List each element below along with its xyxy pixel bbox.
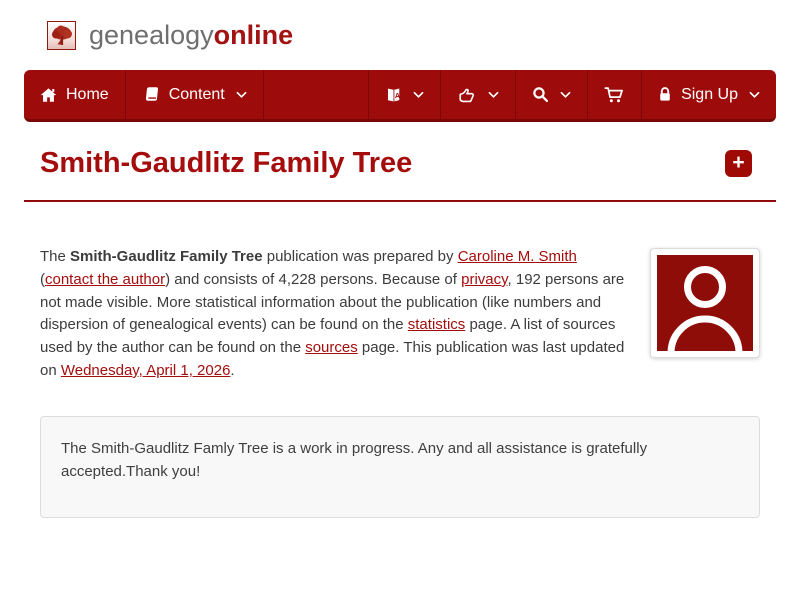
lock-icon <box>658 86 672 103</box>
text-segment: publication was prepared by <box>262 248 458 265</box>
site-logo[interactable] <box>47 21 76 50</box>
thumbs-up-icon <box>457 86 477 104</box>
chevron-down-icon <box>749 91 760 99</box>
book-icon <box>142 86 160 103</box>
brand-wordmark[interactable] <box>89 20 293 51</box>
add-button[interactable]: + <box>725 150 752 177</box>
nav-item-recommend[interactable] <box>440 70 515 119</box>
notice-text: The Smith-Gaudlitz Famly Tree is a work in progress. Any and all assistance is gratefully accepted.Thank you! <box>61 439 648 481</box>
nav-item-label: Sign Up <box>681 85 738 103</box>
author-link[interactable]: Caroline M. Smith <box>457 248 577 265</box>
main-content <box>24 122 776 518</box>
last-updated-link[interactable]: Wednesday, April 1, 2026 <box>60 361 231 379</box>
title-row <box>24 122 776 180</box>
work-in-progress-notice <box>40 416 760 519</box>
text-segment: The <box>40 248 71 265</box>
nav-item-home[interactable] <box>24 70 126 119</box>
contact-author-link[interactable]: contact the author <box>45 270 166 288</box>
author-avatar-card[interactable] <box>650 248 760 358</box>
nav-left-group <box>24 70 264 119</box>
nav-item-label: Home <box>66 85 109 103</box>
sources-link[interactable]: sources <box>305 339 358 357</box>
nav-right-group <box>368 70 776 119</box>
main-navbar <box>24 70 776 122</box>
nav-item-cart[interactable] <box>587 70 641 119</box>
search-icon <box>532 86 549 103</box>
text-segment: page. A list of sources used by the author can be found on the <box>40 316 616 357</box>
page-title: Smith-Gaudlitz Family Tree <box>40 147 413 179</box>
tree-logo-icon <box>50 24 74 48</box>
text-segment: page. This publication was last updated on <box>40 339 625 379</box>
publication-name-bold: Smith-Gaudlitz Family Tree <box>70 248 263 265</box>
nav-item-content[interactable] <box>126 70 264 119</box>
nav-item-signup[interactable] <box>641 70 776 119</box>
text-segment: ) and consists of 4,228 persons. Because of <box>165 270 462 288</box>
statistics-link[interactable]: statistics <box>407 316 466 334</box>
nav-item-language[interactable] <box>368 70 440 119</box>
shopping-cart-icon <box>604 86 625 104</box>
chevron-down-icon <box>413 91 424 99</box>
chevron-down-icon <box>488 91 499 99</box>
text-segment: , 192 persons are not made visible. More statistical information about the publication (like numbers and dispersion of genealogical events) can be found on the <box>40 270 625 334</box>
privacy-link[interactable]: privacy <box>461 270 508 288</box>
content-row <box>24 202 776 383</box>
nav-item-search[interactable] <box>515 70 587 119</box>
home-icon <box>40 87 57 103</box>
language-icon <box>385 86 402 104</box>
text-segment: . <box>230 361 235 379</box>
svg-text:A: A <box>394 90 401 100</box>
person-avatar-icon <box>657 338 753 355</box>
publication-description <box>40 246 626 383</box>
nav-item-label: Content <box>168 85 225 103</box>
nav-spacer <box>264 70 368 119</box>
brand-red-text: online <box>213 20 294 50</box>
site-header <box>0 0 800 70</box>
text-segment: ( <box>40 270 45 288</box>
brand-gray-text: genealogy <box>89 20 214 50</box>
chevron-down-icon <box>236 91 247 99</box>
chevron-down-icon <box>560 91 571 99</box>
